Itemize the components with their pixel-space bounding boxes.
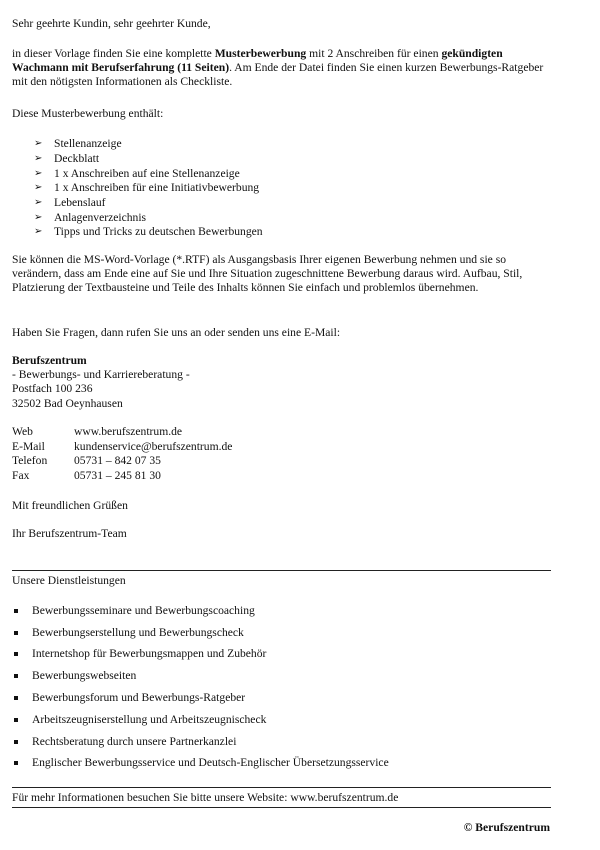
intro-text-1: in dieser Vorlage finden Sie eine komplette	[12, 47, 215, 60]
contact-row-email: E-Mail kundenservice@berufszentrum.de	[12, 439, 233, 453]
list-item: Bewerbungswebseiten	[14, 665, 389, 687]
arrow-bullet-icon: ➢	[34, 182, 43, 194]
divider	[12, 807, 551, 808]
intro-text-2: mit 2 Anschreiben für einen	[306, 47, 442, 60]
intro-paragraph	[12, 47, 550, 90]
list-item: ➢ Tipps und Tricks zu deutschen Bewerbungen	[34, 225, 263, 239]
contact-row-fax: Fax 05731 – 245 81 30	[12, 468, 161, 482]
list-item: Bewerbungsseminare und Bewerbungscoaching	[14, 600, 389, 622]
list-item: Rechtsberatung durch unsere Partnerkanzlei	[14, 731, 389, 753]
arrow-bullet-icon: ➢	[34, 196, 43, 208]
square-bullet-icon	[14, 652, 18, 656]
footer-info: Für mehr Informationen besuchen Sie bitte unsere Website: www.berufszentrum.de	[12, 791, 399, 804]
list-item: Englischer Bewerbungsservice und Deutsch-Englischer Übersetzungsservice	[14, 753, 389, 775]
list-item: ➢ 1 x Anschreiben für eine Initiativbewerbung	[34, 181, 260, 195]
list-item: ➢ Lebenslauf	[34, 195, 106, 209]
web-link[interactable]: www.berufszentrum.de	[74, 425, 183, 438]
services-list	[14, 600, 389, 774]
arrow-bullet-icon: ➢	[34, 167, 43, 179]
divider	[12, 570, 551, 571]
contents-list	[34, 137, 263, 240]
contact-table	[12, 425, 550, 483]
list-item: ➢ Stellenanzeige	[34, 137, 122, 151]
company-name: Berufszentrum	[12, 354, 87, 367]
list-item: ➢ Anlagenverzeichnis	[34, 210, 147, 224]
list-item: Internetshop für Bewerbungsmappen und Zubehör	[14, 644, 389, 666]
square-bullet-icon	[14, 718, 18, 722]
contact-row-web: Web www.berufszentrum.de	[12, 425, 183, 438]
arrow-bullet-icon: ➢	[34, 211, 43, 223]
phone-number: 05731 – 842 07 35	[74, 454, 161, 468]
fax-number: 05731 – 245 81 30	[74, 468, 161, 482]
questions-paragraph: Haben Sie Fragen, dann rufen Sie uns an oder senden uns eine E-Mail:	[12, 326, 341, 339]
signature: Ihr Berufszentrum-Team	[12, 527, 127, 540]
square-bullet-icon	[14, 740, 18, 744]
square-bullet-icon	[14, 609, 18, 613]
square-bullet-icon	[14, 631, 18, 635]
list-item: Bewerbungsforum und Bewerbungs-Ratgeber	[14, 687, 389, 709]
usage-paragraph: Sie können die MS-Word-Vorlage (*.RTF) als Ausgangsbasis Ihrer eigenen Bewerbung nehmen und sie so verändern, dass am Ende eine auf Sie und Ihre Situation zugeschnittene Bewerbung daraus wird. Aufbau, Stil, Platzierung der Textbausteine und Teile des Inhalts können Sie einfach und problemlos übernehmen.	[12, 253, 523, 295]
intro-text-4: . Am Ende der Datei finden Sie einen kurzen Bewerbungs-Ratgeber mit den nötigsten Informationen als Checkliste.	[12, 61, 544, 89]
contents-label: Diese Musterbewerbung enthält:	[12, 107, 164, 120]
arrow-bullet-icon: ➢	[34, 226, 43, 238]
list-item: ➢ 1 x Anschreiben auf eine Stellenanzeige	[34, 166, 240, 180]
arrow-bullet-icon: ➢	[34, 152, 43, 164]
email-link[interactable]: kundenservice@berufszentrum.de	[74, 439, 233, 453]
intro-bold-1: Musterbewerbung	[214, 47, 307, 60]
list-item: Arbeitszeugniserstellung und Arbeitszeugnischeck	[14, 709, 389, 731]
closing: Mit freundlichen Grüßen	[12, 499, 128, 512]
intro-bold-2: gekündigten Wachmann mit Berufserfahrung	[12, 47, 503, 75]
po-box: Postfach 100 236	[12, 382, 93, 396]
square-bullet-icon	[14, 674, 18, 678]
address-block	[12, 354, 550, 411]
company-tagline: - Bewerbungs- und Karriereberatung -	[12, 368, 190, 382]
list-item: Bewerbungserstellung und Bewerbungscheck	[14, 622, 389, 644]
list-item: ➢ Deckblatt	[34, 151, 100, 165]
city: 32502 Bad Oeynhausen	[12, 396, 123, 410]
services-heading: Unsere Dienstleistungen	[12, 574, 126, 587]
copyright: © Berufszentrum	[463, 821, 550, 834]
contact-row-phone: Telefon 05731 – 842 07 35	[12, 454, 161, 468]
intro-bold-3: (11 Seiten)	[177, 61, 230, 75]
divider	[12, 787, 551, 788]
arrow-bullet-icon: ➢	[34, 138, 43, 150]
square-bullet-icon	[14, 696, 18, 700]
square-bullet-icon	[14, 761, 18, 765]
salutation: Sehr geehrte Kundin, sehr geehrter Kunde,	[12, 17, 211, 30]
